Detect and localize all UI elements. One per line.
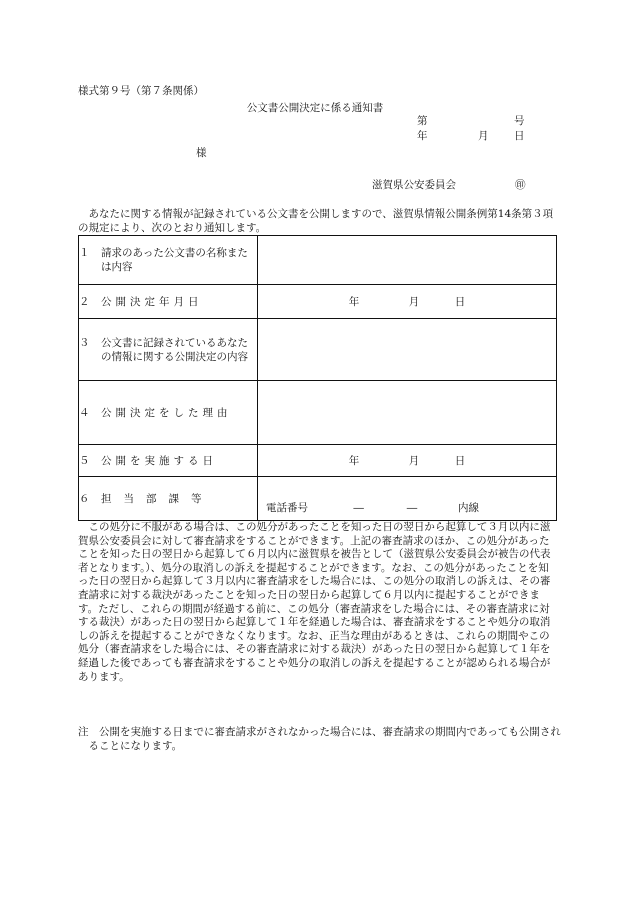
row-number: ２ xyxy=(79,295,90,308)
table-row xyxy=(79,477,557,521)
seal-mark: ㊞ xyxy=(515,179,526,191)
date-year: 年 xyxy=(348,455,360,467)
decision-reason-value[interactable] xyxy=(258,381,557,445)
date-month: 月 xyxy=(408,296,420,308)
table-row xyxy=(79,319,557,381)
row-label xyxy=(79,445,258,477)
row-label-text: 公開決定をした理由 xyxy=(101,406,232,419)
phone-dash-1: ― xyxy=(353,502,364,514)
row-label-text: 公文書に記録されているあなたの情報に関する公開決定の内容 xyxy=(101,336,248,363)
extension-label: 内線 xyxy=(458,502,480,514)
row-number: １ xyxy=(79,247,90,259)
document-name-value[interactable] xyxy=(258,236,557,285)
table-row xyxy=(79,381,557,445)
decision-date-value[interactable] xyxy=(258,285,557,319)
table-row xyxy=(79,445,557,477)
row-number: ５ xyxy=(79,454,90,467)
date-month: 月 xyxy=(408,455,420,467)
row-number: ４ xyxy=(79,406,90,419)
form-number: 様式第９号（第７条関係） xyxy=(78,85,204,97)
row-label xyxy=(79,285,258,319)
row-label-text: 請求のあった公文書の名称または内容 xyxy=(101,247,248,273)
intro-text: あなたに関する情報が記録されている公文書を公開しますので、滋賀県情報公開条例第14条第３項の規定により、次のとおり通知します。 xyxy=(78,208,554,234)
addressee-suffix: 様 xyxy=(196,147,207,159)
notice-form-table xyxy=(78,235,557,521)
header-month: 月 xyxy=(478,130,489,142)
row-label-text: 公開決定年月日 xyxy=(101,295,203,308)
document-title: 公文書公開決定に係る通知書 xyxy=(246,102,384,114)
row-label-text: 公開を実施する日 xyxy=(101,454,217,467)
table-row xyxy=(79,236,557,285)
row-label-text: 担当部課等 xyxy=(101,492,214,505)
row-number: ３ xyxy=(79,336,90,349)
date-year: 年 xyxy=(348,296,360,308)
row-label xyxy=(79,381,258,445)
number-prefix: 第 xyxy=(417,115,428,127)
date-day: 日 xyxy=(454,455,466,467)
phone-dash-2: ― xyxy=(406,502,418,514)
issuer-name: 滋賀県公安委員会 xyxy=(372,179,456,191)
row-number: ６ xyxy=(79,492,90,505)
appeal-notice-text: この処分に不服がある場合は、この処分があったことを知った日の翌日から起算して３月以内に滋賀県公安委員会に対して審査請求をすることができます。上記の審査請求のほか、この処分があったことを知った日の翌日から起算して６月以内に滋賀県を被告として（滋賀県公安委員会が被告の代表者となります。）、処分の取消しの訴えを提起することができます。なお、この処分があったことを知った日の翌日から起算して３月以内に審査請求をした場合には、この処分の取消しの訴えは、その審査請求に対する裁決があったことを知った日の翌日から起算して６月以内に提起することができます。ただし、これらの期間が経過する前に、この処分（審査請求をした場合には、その審査請求に対する裁決）があった日の翌日から起算して１年を経過した場合は、審査請求をすることや処分の取消しの訴えを提起することができなくなります。なお、正当な理由があるときは、これらの期間やこの処分（審査請求をした場合には、その審査請求に対する裁決）があった日の翌日から起算して１年を経過した後であっても審査請求をすることや処分の取消しの訴えを提起することが認められる場合があります。 xyxy=(78,521,551,683)
phone-label: 電話番号 xyxy=(266,502,308,514)
table-row xyxy=(79,285,557,319)
row-label xyxy=(79,319,258,381)
footnote-text: 注 公開を実施する日までに審査請求がされなかった場合には、審査請求の期間内であっても公開されることになります。 xyxy=(78,726,561,752)
row-label xyxy=(79,236,258,285)
row-label xyxy=(79,477,258,521)
number-suffix: 号 xyxy=(514,115,525,127)
header-year: 年 xyxy=(417,130,428,142)
contact-value[interactable] xyxy=(258,477,557,521)
disclosure-date-value[interactable] xyxy=(258,445,557,477)
header-day: 日 xyxy=(514,130,525,142)
decision-content-value[interactable] xyxy=(258,319,557,381)
date-day: 日 xyxy=(454,296,466,308)
